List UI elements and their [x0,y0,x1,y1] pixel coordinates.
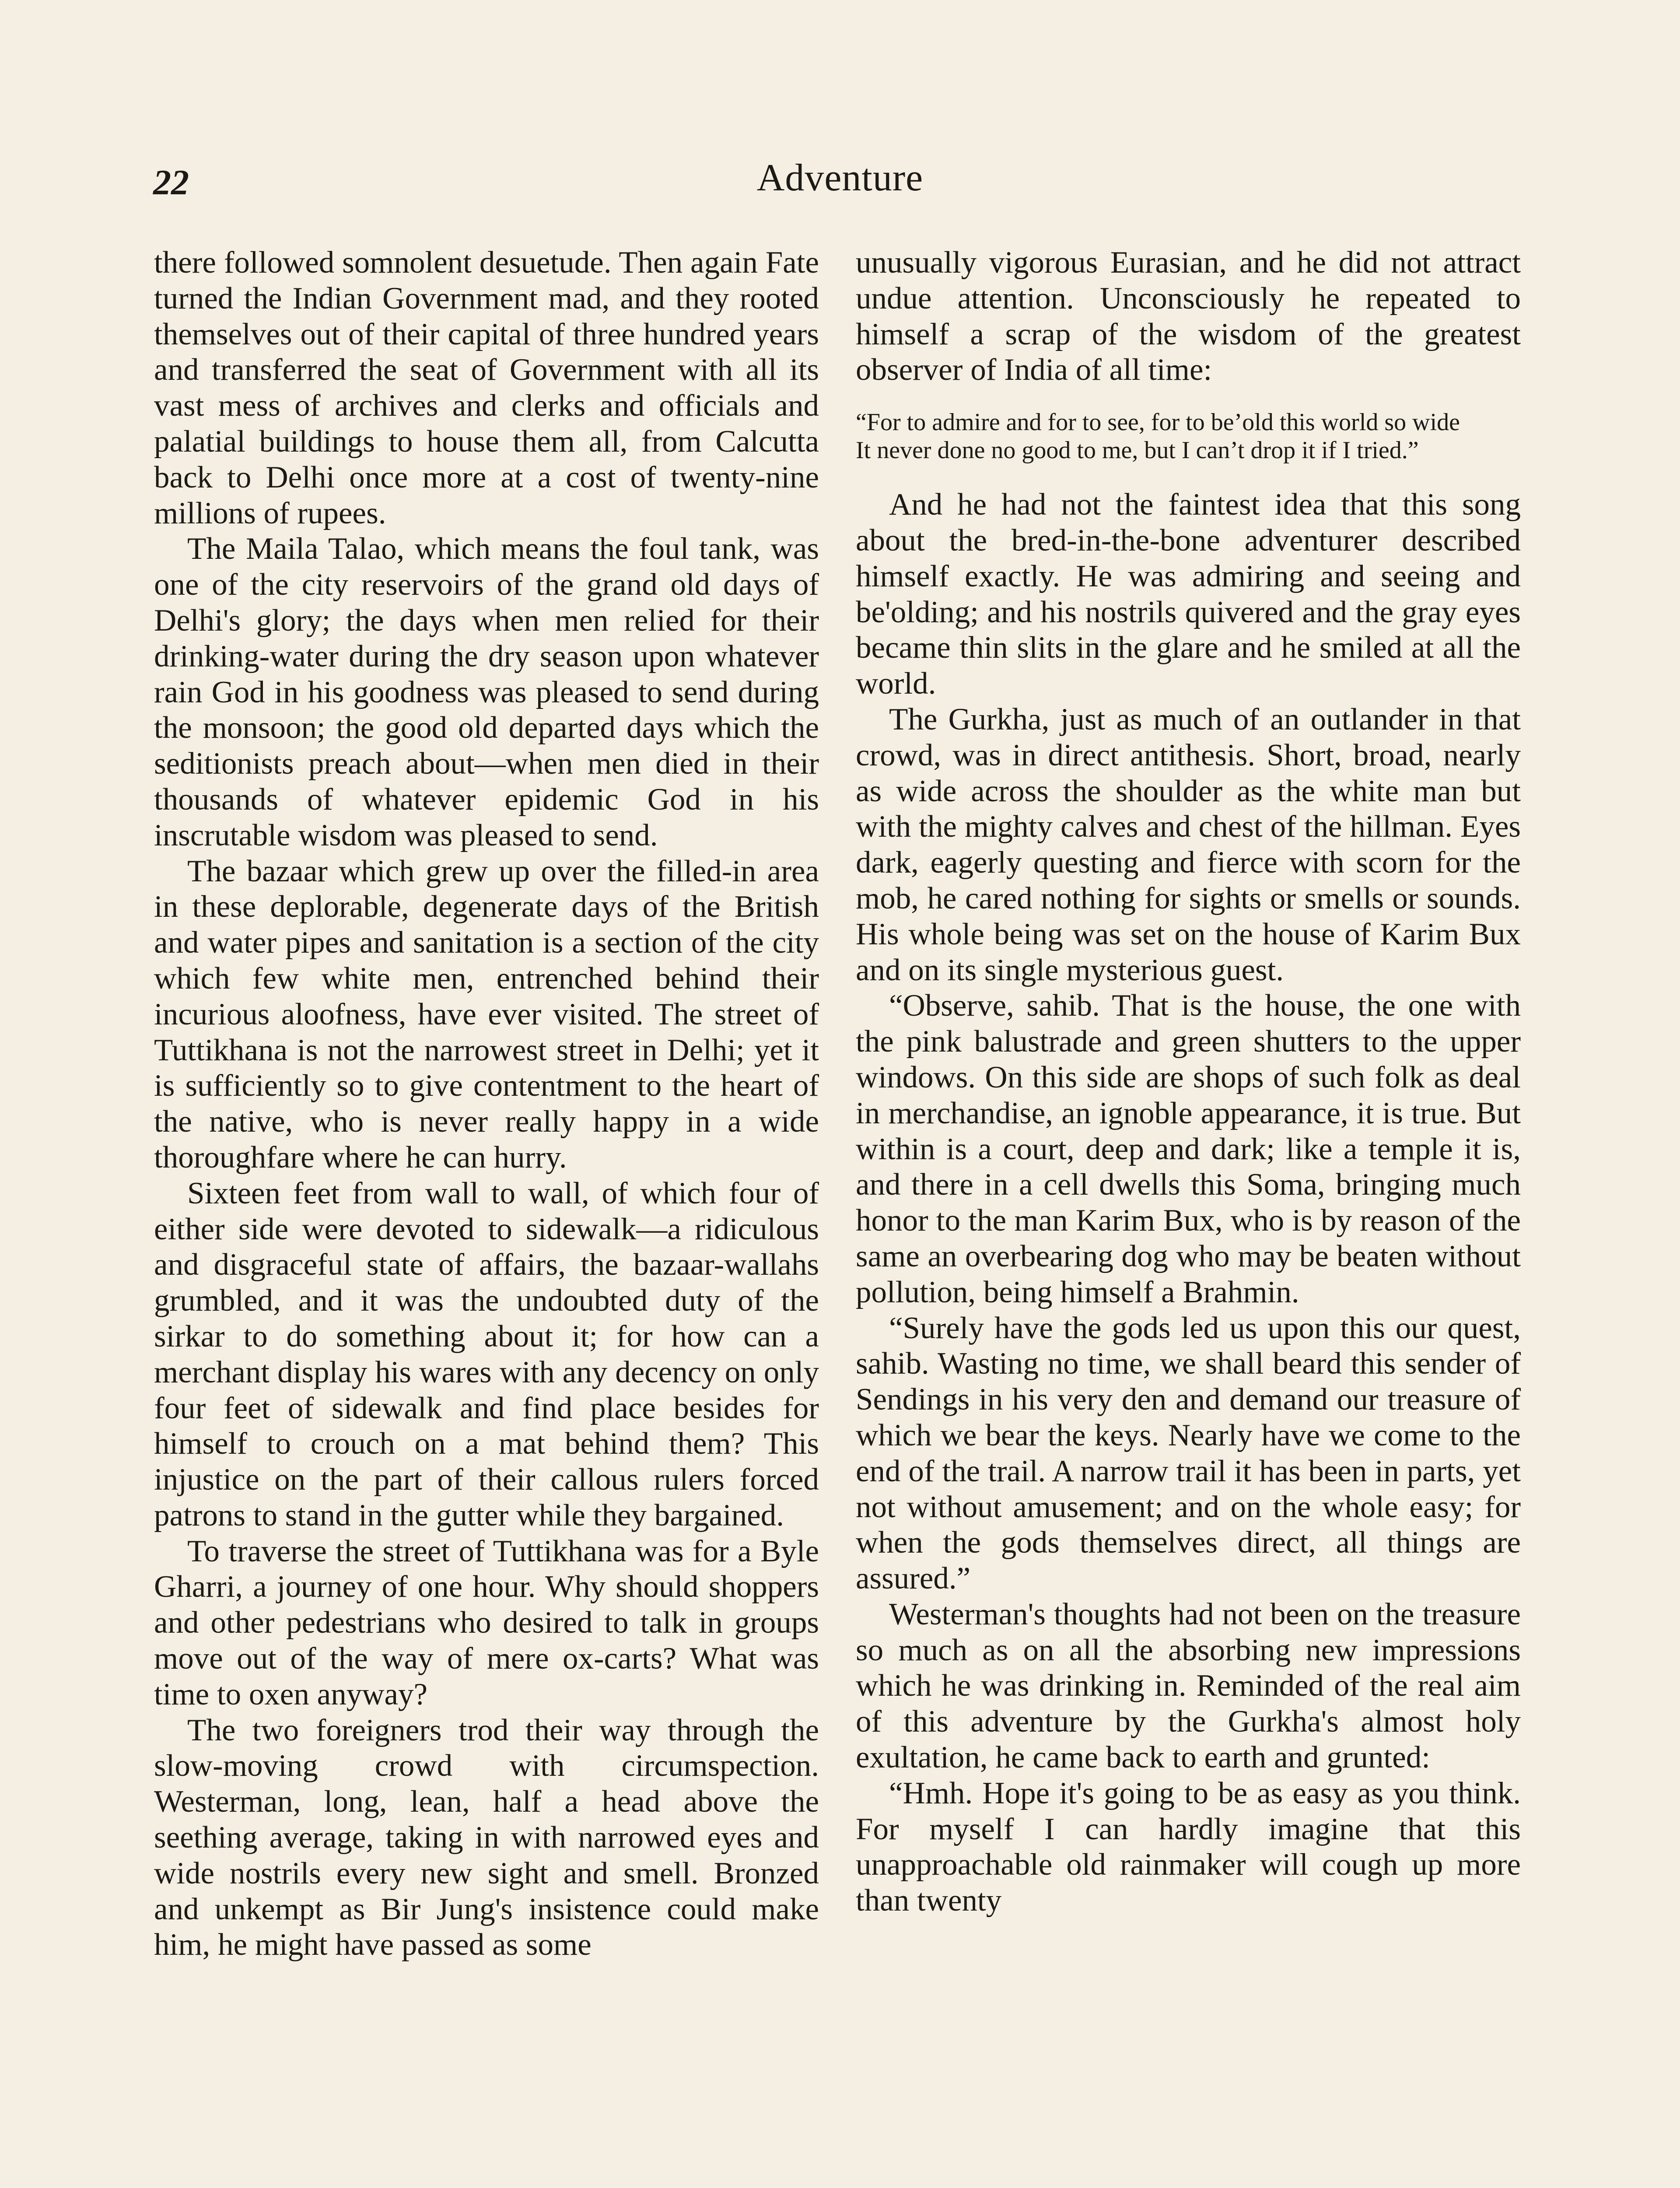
paragraph: “Hmh. Hope it's going to be as easy as you think. For myself I can hardly imagine that this unapproachable old rainmaker will cough up more than twenty [856,1776,1521,1918]
paragraph: unusually vigorous Eurasian, and he did not attract undue attention. Unconsciously he repeated to himself a scrap of the wisdom of the greatest observer of India of all time: [856,245,1521,387]
page-number: 22 [153,162,189,202]
paragraph: there followed somnolent desuetude. Then again Fate turned the Indian Government mad, and they rooted themselves out of their capital of three hundred years and transferred the seat of Government with all its vast mess of archives and clerks and officials and palatial buildings to house them all, from Calcutta back to Delhi once more at a cost of twenty-nine millions of rupees. [154,245,819,530]
paragraph: The Maila Talao, which means the foul tank, was one of the city reservoirs of the grand old days of Delhi's glory; the days when men relied for their drinking-water during the dry season upon whatever rain God in his goodness was pleased to send during the monsoon; the good old departed days which the seditionists preach about—when men died in their thousands of whatever epidemic God in his inscrutable wisdom was pleased to send. [154,532,819,852]
paragraph: The bazaar which grew up over the filled-in area in these deplorable, degenerate days of the British and water pipes and sanitation is a section of the city which few white men, entrenched behind their incurious aloofness, have ever visited. The street of Tuttikhana is not the narrowest street in Delhi; yet it is sufficiently so to give contentment to the heart of the native, who is never really happy in a wide thoroughfare where he can hurry. [154,854,819,1175]
paragraph: To traverse the street of Tuttikhana was for a Byle Gharri, a journey of one hour. Why should shoppers and other pedestrians who desired to talk in groups move out of the way of mere ox-carts? What was time to oxen anyway? [154,1534,819,1711]
running-head-title: Adventure [756,157,924,199]
verse-line: It never done no good to me, but I can’t drop it if I tried.” [856,437,1419,464]
paragraph: Sixteen feet from wall to wall, of which four of either side were devoted to sidewalk—a ridiculous and disgraceful state of affairs, the bazaar-wallahs grumbled, and it was the undoubted duty of the sirkar to do something about it; for how can a merchant display his wares with any decency on only four feet of sidewalk and find place besides for himself to crouch on a mat behind them? This injustice on the part of their callous rulers forced patrons to stand in the gutter while they bargained. [154,1176,819,1532]
right-column [856,245,1521,1919]
paragraph: Westerman's thoughts had not been on the treasure so much as on all the absorbing new impressions which he was drinking in. Reminded of the real aim of this adventure by the Gurkha's almost holy exultation, he came back to earth and grunted: [856,1597,1521,1775]
paragraph: “Surely have the gods led us upon this our quest, sahib. Wasting no time, we shall beard this sender of Sendings in his very den and demand our treasure of which we bear the keys. Nearly have we come to the end of the trail. A narrow trail it has been in parts, yet not without amusement; and on the whole easy; for when the gods themselves direct, all things are assured.” [856,1311,1521,1596]
paragraph: “Observe, sahib. That is the house, the one with the pink balustrade and green shutters to the upper windows. On this side are shops of such folk as deal in merchandise, an ignoble appearance, it is true. But within is a court, deep and dark; like a temple it is, and there in a cell dwells this Soma, bringing much honor to the man Karim Bux, who is by reason of the same an overbearing dog who may be beaten without pollution, being himself a Brahmin. [856,989,1521,1309]
paragraph: And he had not the faintest idea that this song about the bred-in-the-bone adventurer described himself exactly. He was admiring and seeing and be'olding; and his nostrils quivered and the gray eyes became thin slits in the glare and he smiled at all the world. [856,487,1521,701]
verse-quote [856,408,1521,464]
paragraph: The Gurkha, just as much of an outlander in that crowd, was in direct antithesis. Short, broad, nearly as wide across the shoulder as the white man but with the mighty calves and chest of the hillman. Eyes dark, eagerly questing and fierce with scorn for the mob, he cared nothing for sights or smells or sounds. His whole being was set on the house of Karim Bux and on its single mysterious guest. [856,702,1521,987]
verse-line: “For to admire and for to see, for to be’old this world so wide [856,409,1460,436]
paragraph: The two foreigners trod their way through the slow-moving crowd with circumspection. Westerman, long, lean, half a head above the seething average, taking in with narrowed eyes and wide nostrils every new sight and smell. Bronzed and unkempt as Bir Jung's insistence could make him, he might have passed as some [154,1713,819,1962]
left-column [154,245,819,1963]
